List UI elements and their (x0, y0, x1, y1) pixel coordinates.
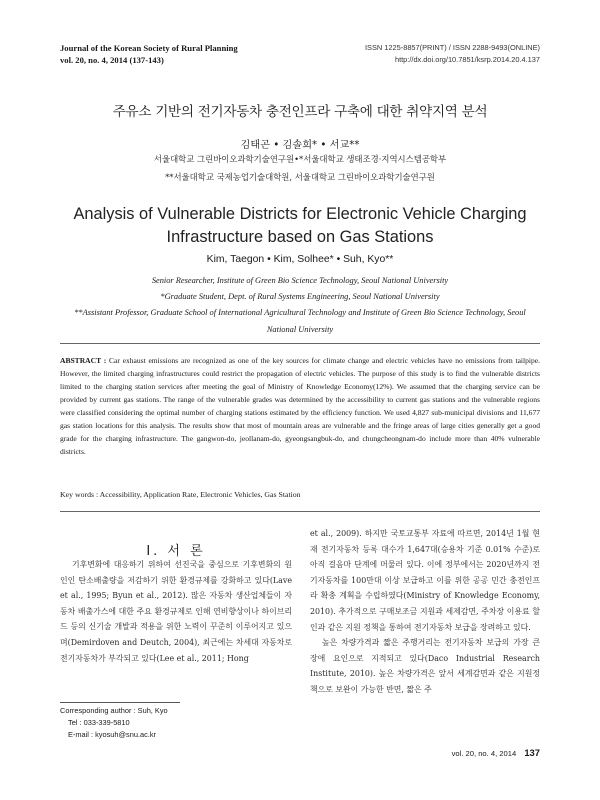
footnote-rule (60, 702, 180, 703)
english-affiliation-3: **Assistant Professor, Graduate School of International Agricultural Technology and Institute of Green Bio Science Technology, Seoul National University (74, 308, 526, 334)
english-affiliation-2: *Graduate Student, Dept. of Rural Systems Engineering, Seoul National University (160, 292, 440, 302)
issn: ISSN 1225-8857(PRINT) / ISSN 2288-9493(ONLINE) (365, 43, 540, 52)
english-title (0, 203, 600, 249)
body-column-left: 기후변화에 대응하기 위하여 선진국을 중심으로 기후변화의 원인인 탄소배출량을 저감하기 위한 환경규제를 강화하고 있다(Lave et al., 1995; Byun et al., 2012). 많은 자동차 생산업체들이 자동차 배출가스에 대한 주요 환경규제로 인해 연비향상이나 하이브리드 등의 신기술 개발과 적용을 위한 노력이 꾸준히 이루어지고 있으며(Demirdoven and Deutch, 2004), 최근에는 차세대 자동차로 전기자동차가 부각되고 있다(Lee et al., 2011; Hong (60, 560, 292, 663)
body-paragraph-1: et al., 2009). 하지만 국토교통부 자료에 따르면, 2014년 1월 현재 전기자동차 등록 대수가 1,647대(승용차 기준 0.01% 수준)로 아직 걸음마 단계에 머물러 있다. 이에 정부에서는 2020년까지 전기자동차를 100만대 이상 보급하고 이를 위한 공공 민간 충전인프라 확충 계획을 수립하였다(Ministry of Knowledge Economy, 2010). 추가적으로 구매보조금 지원과 세제감면, 주차장 이용료 할인과 같은 지원 정책을 통하여 전기자동차 보급을 장려하고 있다. (310, 529, 540, 632)
section-title-introduction: Ⅰ. 서 론 (146, 544, 206, 559)
page-number: 137 (524, 747, 540, 758)
english-title-line-1: Analysis of Vulnerable Districts for Electronic Vehicle Charging (73, 205, 527, 223)
english-affiliations (60, 273, 540, 338)
journal-header (60, 42, 238, 66)
body-column-right (310, 526, 540, 698)
korean-title: 주유소 기반의 전기자동차 충전인프라 구축에 대한 취약지역 분석 (112, 104, 488, 120)
english-title-line-2: Infrastructure based on Gas Stations (166, 228, 434, 246)
keywords: Key words : Accessibility, Application Rate, Electronic Vehicles, Gas Station (60, 490, 301, 499)
corresponding-email[interactable]: E-mail : kyosuh@snu.ac.kr (68, 730, 157, 739)
keywords-bottom-rule (60, 511, 540, 512)
journal-name: Journal of the Korean Society of Rural Planning (60, 43, 238, 53)
abstract-text: Car exhaust emissions are recognized as one of the key sources for climate change and electric vehicles have no emissions from tailpipe. However, the limited charging infrastructures could restrict the propagation of electric vehicles. The purpose of this study is to find the vulnerable districts limited to the charging station services after meeting the goal of Ministry of Knowledge Economy(12%). We assumed that the charging service can be provided by current gas stations. The range of the vulnerable grades was determined by the accessibility to current gas stations and the vulnerable regions were classified considering the optimal number of charging stations estimated by the efficiency function. We used 4,827 sub-municipal divisions and 11,677 gas station locations for this analysis. The results show that most of mountain areas are vulnerable and the fringe areas of large cities generally get a good grade for the charging infrastructure. The gangwon-do, jeollanam-do, gyeongsangbuk-do, and chungcheongnam-do include more than 40% vulnerable districts. (60, 356, 540, 457)
footer-issue: vol. 20, no. 4, 2014 (451, 749, 517, 758)
corresponding-tel: Tel : 033-339-5810 (68, 718, 130, 727)
corresponding-author-block (60, 705, 168, 741)
korean-affiliation-1: 서울대학교 그린바이오과학기술연구원•*서울대학교 생태조경·지역시스템공학부 (153, 154, 447, 164)
abstract (60, 354, 540, 458)
body-paragraph-2: 높은 차량가격과 짧은 주행거리는 전기자동차 보급의 가장 큰 장애 요인으로 지적되고 있다(Daco Industrial Research Institute, 2010). 높은 차량가격은 앞서 세계감면과 같은 지원정책으로 보완이 가능한 반면, 짧은 주 (310, 638, 540, 694)
english-authors: Kim, Taegon • Kim, Solhee* • Suh, Kyo** (206, 254, 394, 265)
korean-affiliation-2: **서울대학교 국제농업기술대학원, 서울대학교 그린바이오과학기술연구원 (165, 172, 435, 182)
page-footer (452, 747, 540, 758)
issn-header (365, 42, 540, 66)
abstract-top-rule (60, 343, 540, 344)
abstract-label: ABSTRACT : (60, 356, 107, 365)
korean-authors: 김태곤 • 김솔희* • 서교** (240, 140, 360, 151)
doi-link[interactable]: http://dx.doi.org/10.7851/ksrp.2014.20.4.137 (394, 55, 540, 64)
corresponding-author: Corresponding author : Suh, Kyo (60, 706, 168, 715)
journal-volume: vol. 20, no. 4, 2014 (137-143) (60, 55, 164, 65)
english-affiliation-1: Senior Researcher, Institute of Green Bio Science Technology, Seoul National University (151, 276, 449, 285)
